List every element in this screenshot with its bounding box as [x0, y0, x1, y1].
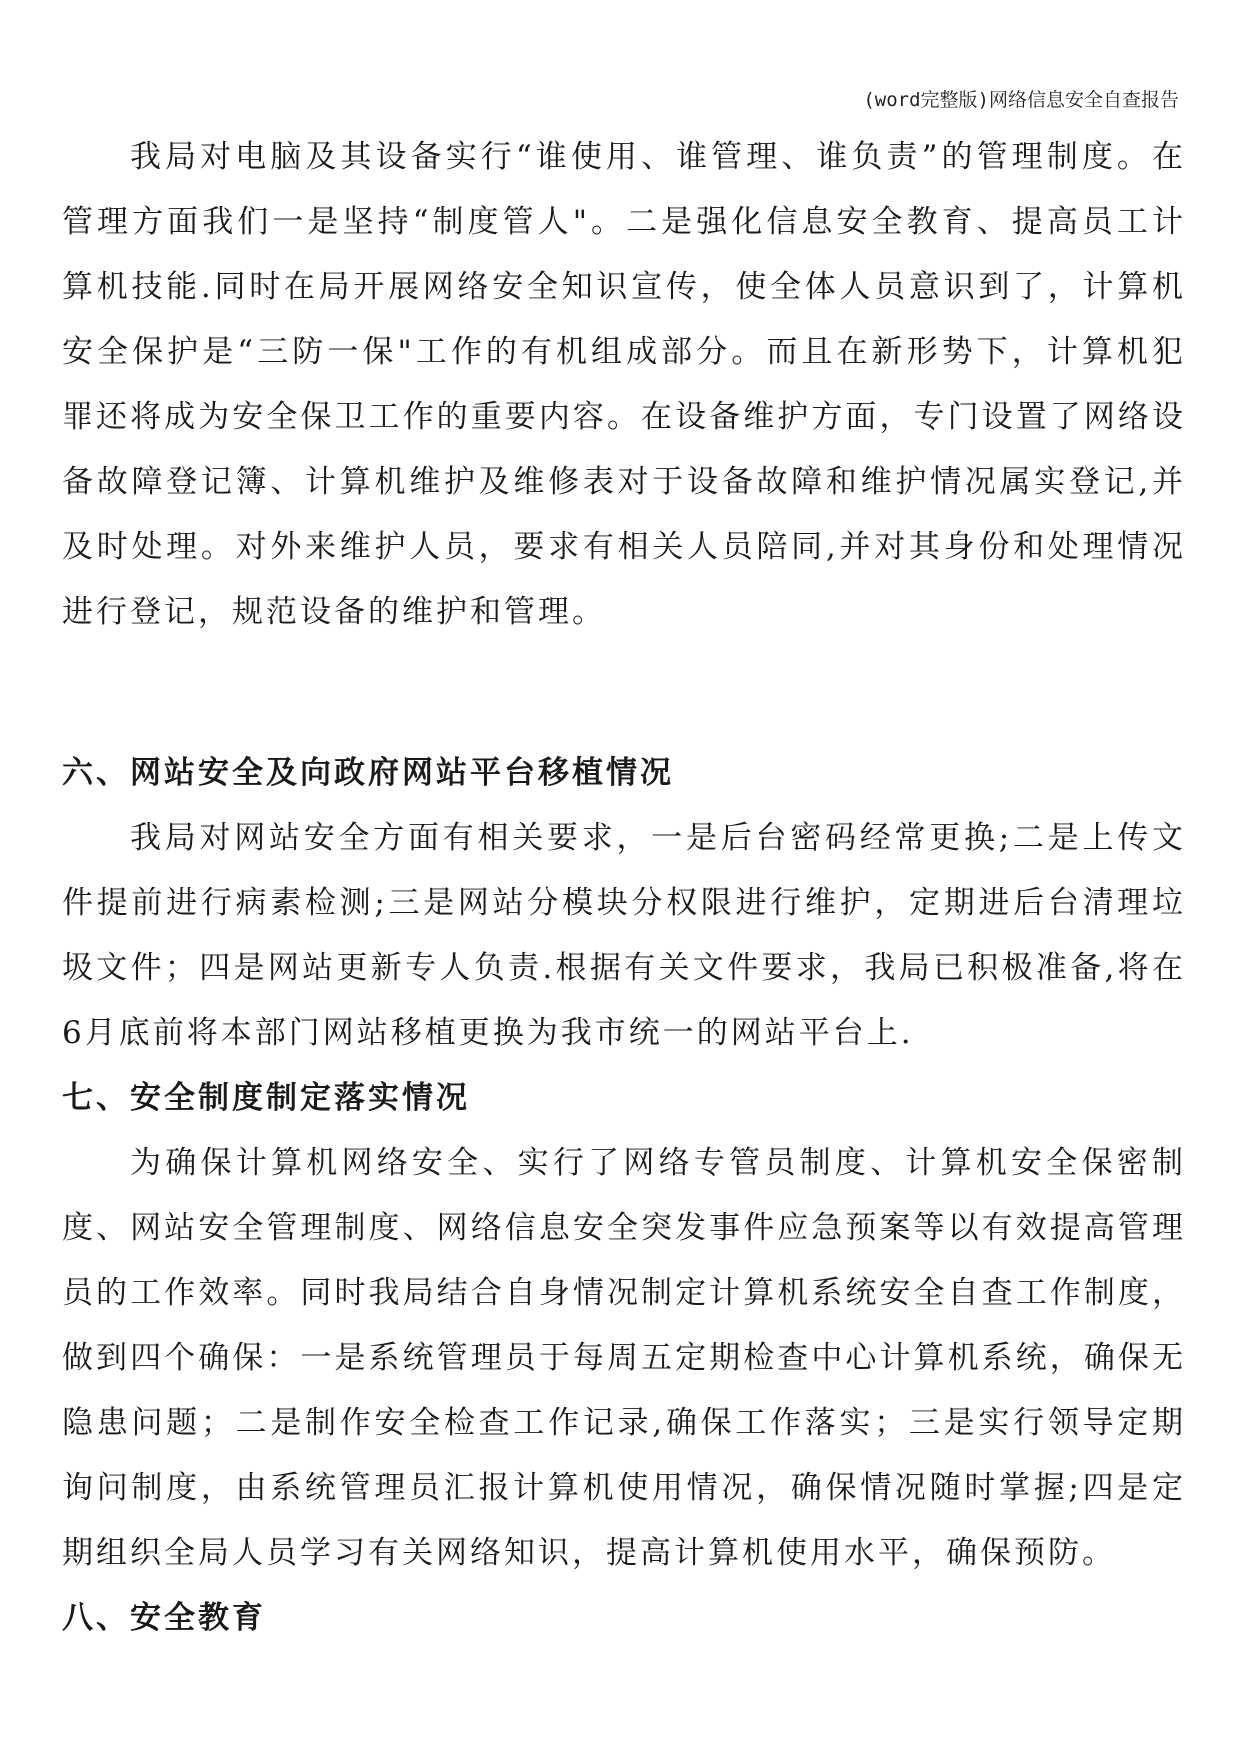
paragraph-equipment-management: 我局对电脑及其设备实行“谁使用、谁管理、谁负责”的管理制度。在管理方面我们一是坚持“制度管人"。二是强化信息安全教育、提高员工计算机技能.同时在局开展网络安全知识宣传，使全体人员意识到了，计算机安全保护是“三防一保"工作的有机组成部分。而且在新形势下，计算机犯罪还将成为安全保卫工作的重要内容。在设备维护方面，专门设置了网络设备故障登记簿、计算机维护及维修表对于设备故障和维护情况属实登记,并及时处理。对外来维护人员，要求有相关人员陪同,并对其身份和处理情况进行登记，规范设备的维护和管理。: [62, 139, 1186, 630]
page-header: (word完整版)网络信息安全自查报告: [863, 89, 1179, 111]
section-spacer: [62, 645, 1186, 741]
section-8-heading: 八、安全教育: [62, 1600, 266, 1636]
document-body: [62, 125, 1186, 1651]
section-7-paragraph: 为确保计算机网络安全、实行了网络专管员制度、计算机安全保密制度、网站安全管理制度、网络信息安全突发事件应急预案等以有效提高管理员的工作效率。同时我局结合自身情况制定计算机系统安全自查工作制度，做到四个确保：一是系统管理员于每周五定期检查中心计算机系统，确保无隐患问题；二是制作安全检查工作记录,确保工作落实；三是实行领导定期询问制度，由系统管理员汇报计算机使用情况，确保情况随时掌握;四是定期组织全局人员学习有关网络知识，提高计算机使用水平，确保预防。: [62, 1145, 1186, 1571]
section-6-heading: 六、网站安全及向政府网站平台移植情况: [62, 755, 674, 791]
section-7-heading: 七、安全制度制定落实情况: [62, 1080, 470, 1116]
section-6-paragraph: 我局对网站安全方面有相关要求，一是后台密码经常更换;二是上传文件提前进行病素检测;三是网站分模块分权限进行维护，定期进后台清理垃圾文件；四是网站更新专人负责.根据有关文件要求，我局已积极准备,将在6月底前将本部门网站移植更换为我市统一的网站平台上.: [62, 820, 1186, 1051]
